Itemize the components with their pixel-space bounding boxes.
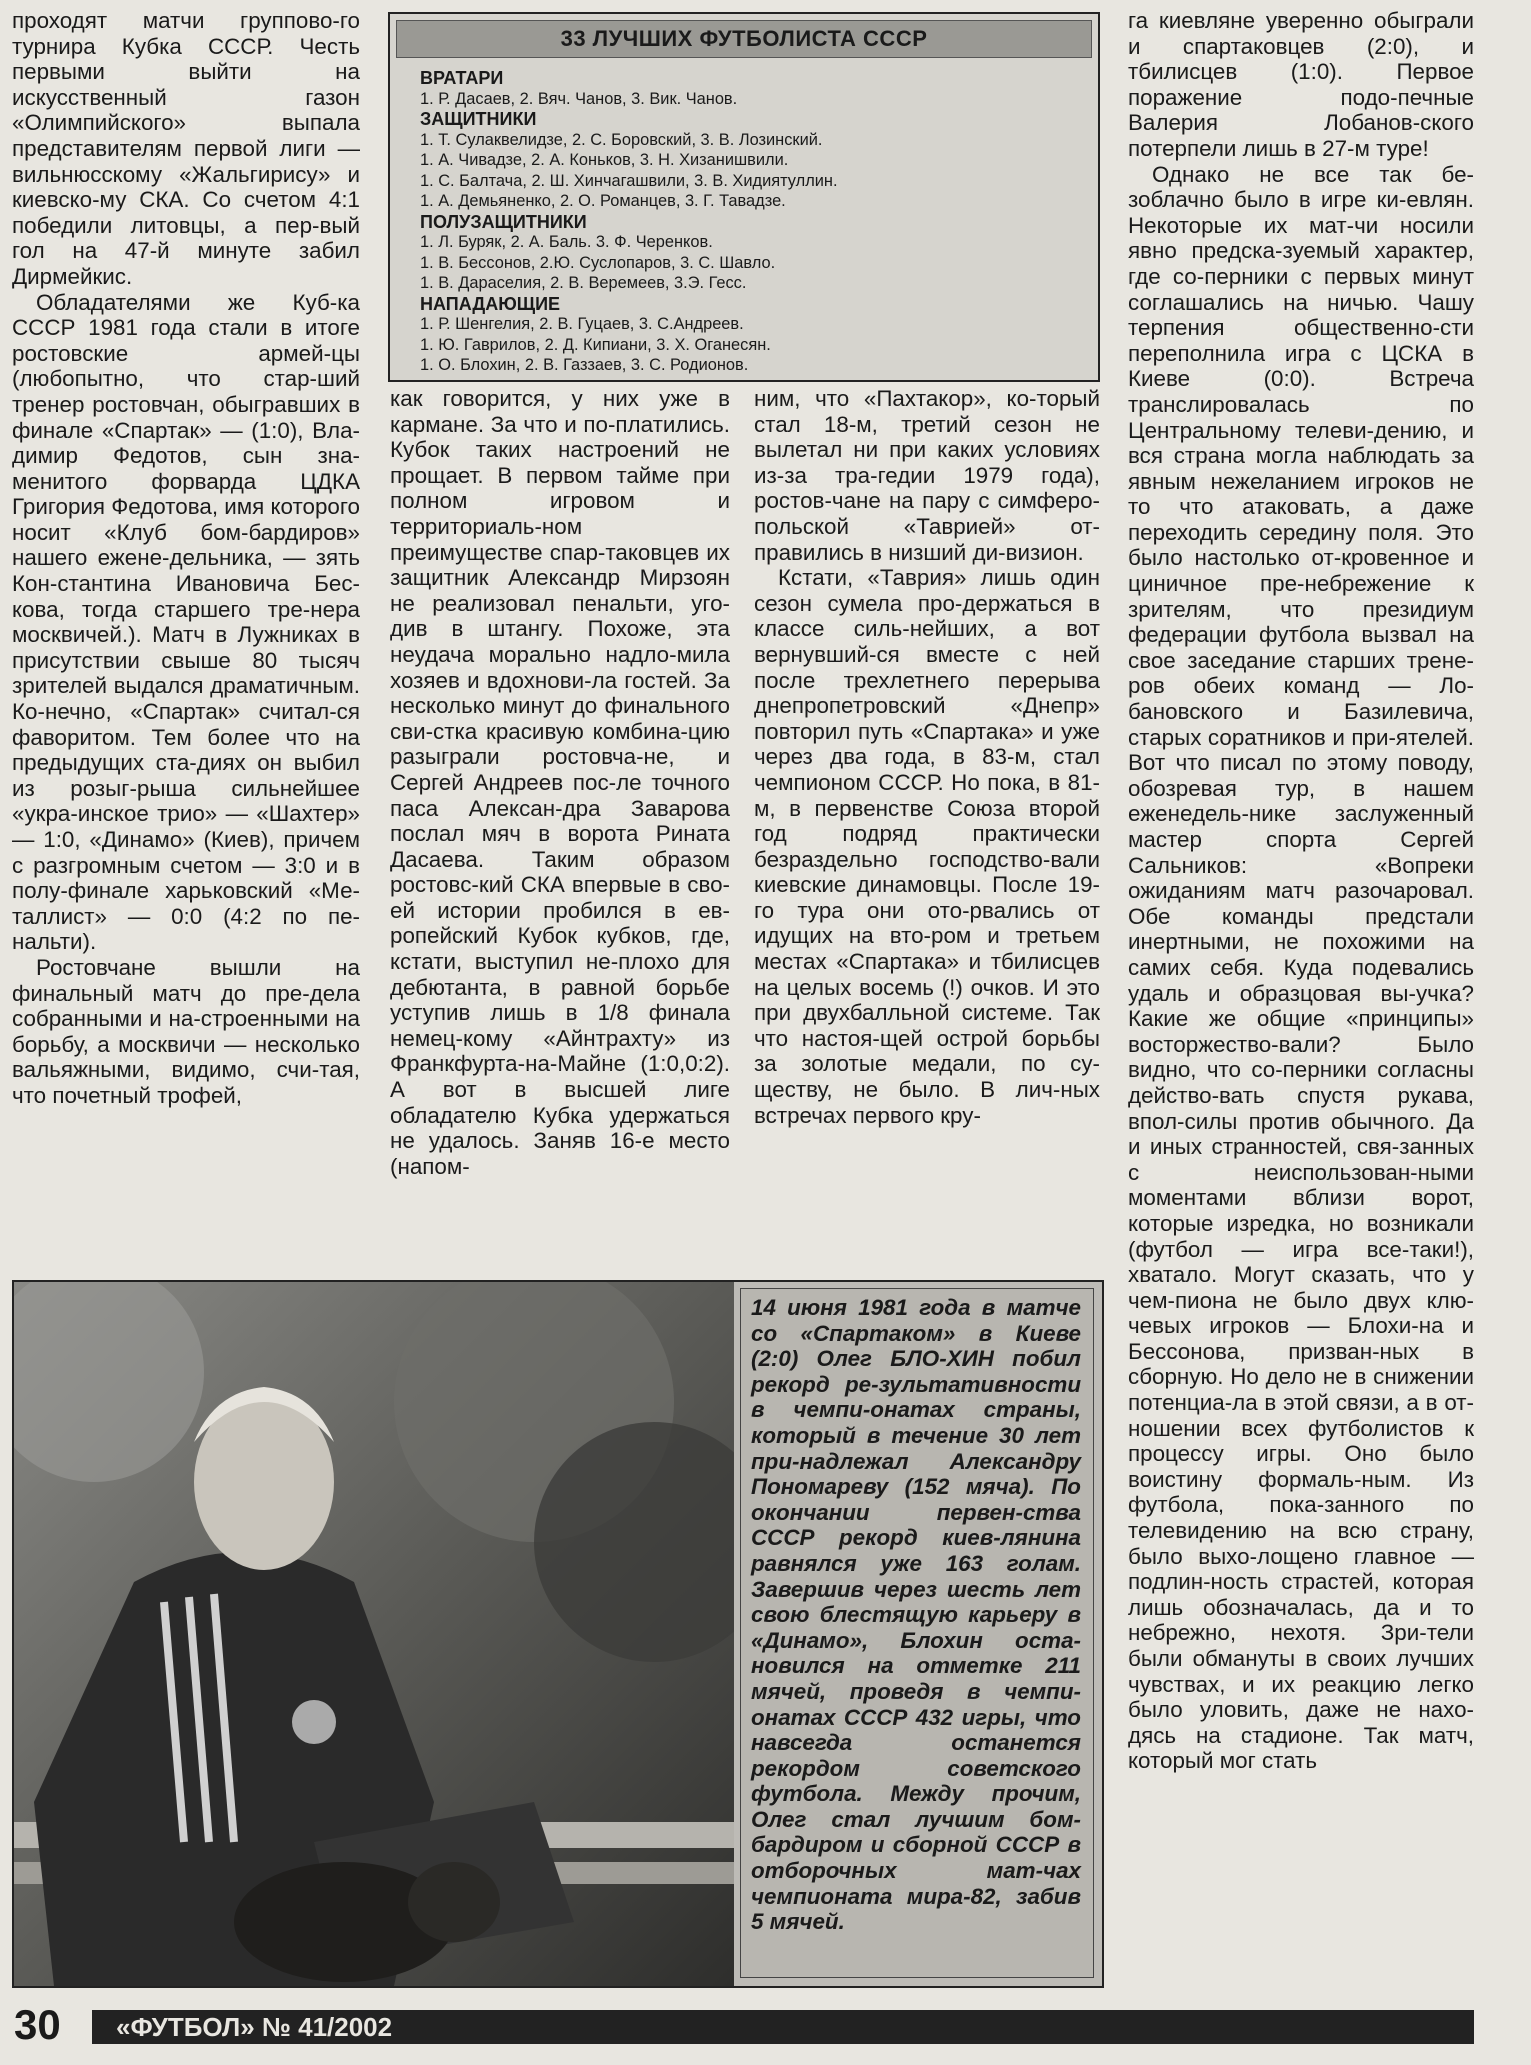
list-item: 1. Ю. Гаврилов, 2. Д. Кипиани, 3. Х. Оганесян.: [420, 335, 771, 354]
article-column-2: [390, 386, 730, 1273]
paragraph: Обладателями же Куб-ка СССР 1981 года стали в итоге ростовские армей-цы (любопытно, что стар-ший тренер ростовчан, обыгравших в финале «Спартак» — (1:0), Вла-димир Федотов, сын зна-менитого форварда ЦДКА Григория Федотова, имя которого носит «Клуб бом-бардиров» нашего еженe-дельника, — зять Кон-стантина Ивановича Бес-кова, тогда старшего тре-нера москвичей.). Матч в Лужниках в присутствии свыше 80 тысяч зрителей выдался драматичным. Ко-нечно, «Спартак» считал-ся фаворитом. Тем более что на предыдущих ста-диях он выбил из розыг-рыша сильнейшее «укра-инское трио» — «Шахтер» — 1:0, «Динамо» (Киев), причем с разгромным счетом — 3:0 и в полу-финале харьковский «Ме-таллист» — 0:0 (4:2 по пе-нальти).: [12, 289, 360, 955]
paragraph: как говорится, у них уже в кармане. За что и по-платились. Кубок таких настроений не прощает. В первом тайме при полном игровом и территориаль-ном преимуществе спар-таковцев их защитник Александр Мирзоян не реализовал пенальти, уго-див в штангу. Похоже, эта неудача морально надло-мила хозяев и вдохнови-ла гостей. За несколько минут до финального сви-стка красивую комбина-цию разыграли ростовча-не, и Сергей Андреев пос-ле точного паса Алексан-дра Заварова послал мяч в ворота Рината Дасаева. Таким образом ростовс-кий СКА впервые в сво-ей истории пробился в ев-ропейский Кубок кубков, где, кстати, выступил не-плохо для дебютанта, в равной борьбе уступив лишь в 1/8 финала немец-кому «Айнтрахту» из Франкфурта-на-Майне (1:0,0:2). А вот в высшей лиге обладателю Кубка удержаться не удалось. Заняв 16-е место (напом-: [390, 386, 730, 1179]
list-item: 1. Л. Буряк, 2. А. Баль. 3. Ф. Черенков.: [420, 233, 713, 251]
list-item: 1. Р. Шенгелия, 2. В. Гуцаев, 3. С.Андреев.: [420, 315, 744, 333]
article-column-1: [12, 8, 360, 1273]
top-players-sidebar: [388, 12, 1100, 382]
page-number: 30: [14, 2001, 61, 2048]
photo-block: [12, 1280, 1104, 1988]
photo-illustration: [14, 1282, 734, 1986]
photo-caption: 14 июня 1981 года в матче со «Спартаком» в Киеве (2:0) Олег БЛО-ХИН побил рекорд ре-зультативности в чемпи-онатах страны, который в течение 30 лет при-надлежал Александру Пономареву (152 мяча). По окончании первен-ства СССР рекорд киев-лянина равнялся уже 163 голам. Завершив через шесть лет свою блестящую карьеру в «Динамо», Блохин оста-новился на отметке 211 мячей, проведя в чемпи-онатах СССР 432 игры, что навсегда останется рекордом советского футбола. Между прочим, Олег стал лучшим бом-бардиром и сборной СССР в отборочных мат-чах чемпионата мира-82, забив 5 мячей.: [740, 1288, 1094, 1978]
list-item: 1. Р. Дасаев, 2. Вяч. Чанов, 3. Вик. Чанов.: [420, 89, 738, 108]
paragraph: Однако не все так бе-зоблачно было в игре ки-евлян. Некоторые их мат-чи носили явно предска-зуемый характер, где со-перники с первых минут соглашались на ничью. Чашу терпения общественно-сти переполнила игра с ЦСКА в Киеве (0:0). Встреча транслировалась по Центральному телеви-дению, и вся страна могла наблюдать за явным нежеланием игроков не то что атаковать, а даже переходить середину поля. Это было настолько от-кровенное и циничное пре-небрежение к зрителям, что президиум федерации футбола вызвал на свое заседание старших трене-ров обеих команд — Ло-бановского и Базилевича, старых соратников и при-ятелей. Вот что писал по этому поводу, обозревая тур, в нашем еженедель-нике заслуженный мастер спорта Сергей Сальников: «Вопреки ожиданиям матч разочаровал. Обе команды предстали инертными, не похожими на самих себя. Куда подевались удаль и образцовая вы-учка? Какие же общие «принципы» восторжество-вали? Было видно, что со-перники согласны действо-вать спустя рукава, впол-силы против обычного. Да и иных странностей, свя-занных с неиспользован-ными моментами вблизи ворот, которые изредка, но возникали (футбол — игра все-таки!), хватало. Могут сказать, что у чем-пиона не было двух клю-чевых игроков — Блохи-на и Бессонова, призван-ных в сборную. Но дело не в снижении потенциа-ла в этой связи, а в от-ношении всех футболистов к процессу игры. Оно было воистину формаль-ным. Из футбола, пока-занного по телевидению на всю страну, было выхо-лощено главное — подлин-ность страстей, которая лишь обозначалась, да и то небрежно, нехотя. Зри-тели были обмануты в своих лучших чувствах, и их реакцию легко было уловить, даже не нахо-дясь на стадионе. Так матч, который мог стать: [1128, 161, 1474, 1774]
section-heading-midfielders: ПОЛУЗАЩИТНИКИ: [420, 211, 587, 232]
paragraph: га киевляне уверенно обыграли и спартаковцев (2:0), и тбилисцев (1:0). Первое поражение подо-печные Валерия Лобанов-ского потерпели лишь в 27-м туре!: [1128, 8, 1474, 161]
list-item: 1. О. Блохин, 2. В. Газзаев, 3. С. Родионов.: [420, 356, 749, 374]
article-column-3: [754, 386, 1100, 1273]
article-column-4: [1128, 8, 1474, 1993]
list-item: 1. А. Демьяненко, 2. О. Романцев, 3. Г. Тавадзе.: [420, 192, 786, 210]
list-item: 1. С. Балтача, 2. Ш. Хинчагашвили, 3. В. Хидиятуллин.: [420, 171, 838, 190]
list-item: 1. В. Дараселия, 2. В. Веремеев, 3.Э. Гесс.: [420, 274, 747, 292]
paragraph: ним, что «Пахтакор», ко-торый стал 18-м, третий сезон не вылетал ни при каких условиях из-за тра-гедии 1979 года), ростов-чане на пару с симферо-польской «Таврией» от-правились в низший ди-визион.: [754, 386, 1100, 565]
sidebar-list: [390, 64, 1098, 376]
list-item: 1. В. Бессонов, 2.Ю. Суслопаров, 3. С. Шавло.: [420, 253, 776, 272]
section-heading-forwards: НАПАДАЮЩИЕ: [420, 293, 561, 314]
paragraph: Ростовчане вышли на финальный матч до пре-дела собранными и на-строенными на борьбу, а москвичи — несколько вальяжными, видимо, счи-тая, что почетный трофей,: [12, 954, 360, 1108]
list-item: 1. Т. Сулаквелидзе, 2. С. Боровский, 3. В. Лозинский.: [420, 130, 823, 149]
section-heading-defenders: ЗАЩИТНИКИ: [420, 109, 537, 129]
publication-title: «ФУТБОЛ» № 41/2002: [92, 2010, 1474, 2044]
list-item: 1. А. Чивадзе, 2. А. Коньков, 3. Н. Хизанишвили.: [420, 151, 789, 169]
page-footer: [0, 2000, 1531, 2050]
player-photo: [14, 1282, 734, 1986]
section-heading-goalkeepers: ВРАТАРИ: [420, 68, 504, 88]
paragraph: Кстати, «Таврия» лишь один сезон сумела про-держаться в классе силь-нейших, а вот вернувший-ся вместе с ней после трехлетнего перерыва днепропетровский «Днепр» повторил путь «Спартака» и уже через два года, в 83-м, стал чемпионом СССР. Но пока, в 81-м, в первенстве Союза второй год подряд практически безраздельно господство-вали киевские динамовцы. После 19-го тура они ото-рвались от идущих на вто-ром и третьем местах «Спартака» и тбилисцев на целых восемь (!) очков. И это при двухбалльной системе. Так что настоя-щей острой борьбы за золотые медали, по су-ществу, не было. В лич-ных встречах первого кру-: [754, 565, 1100, 1128]
paragraph: проходят матчи группово-го турнира Кубка СССР. Честь первыми выйти на искусственный газон «Олимпийского» выпала представителям первой лиги — вильнюсскому «Жальгирису» и киевско-му СКА. Со счетом 4:1 победили литовцы, а пер-вый гол на 47-й минуте забил Дирмейкис.: [12, 8, 360, 289]
sidebar-title: 33 ЛУЧШИХ ФУТБОЛИСТА СССР: [396, 20, 1092, 58]
